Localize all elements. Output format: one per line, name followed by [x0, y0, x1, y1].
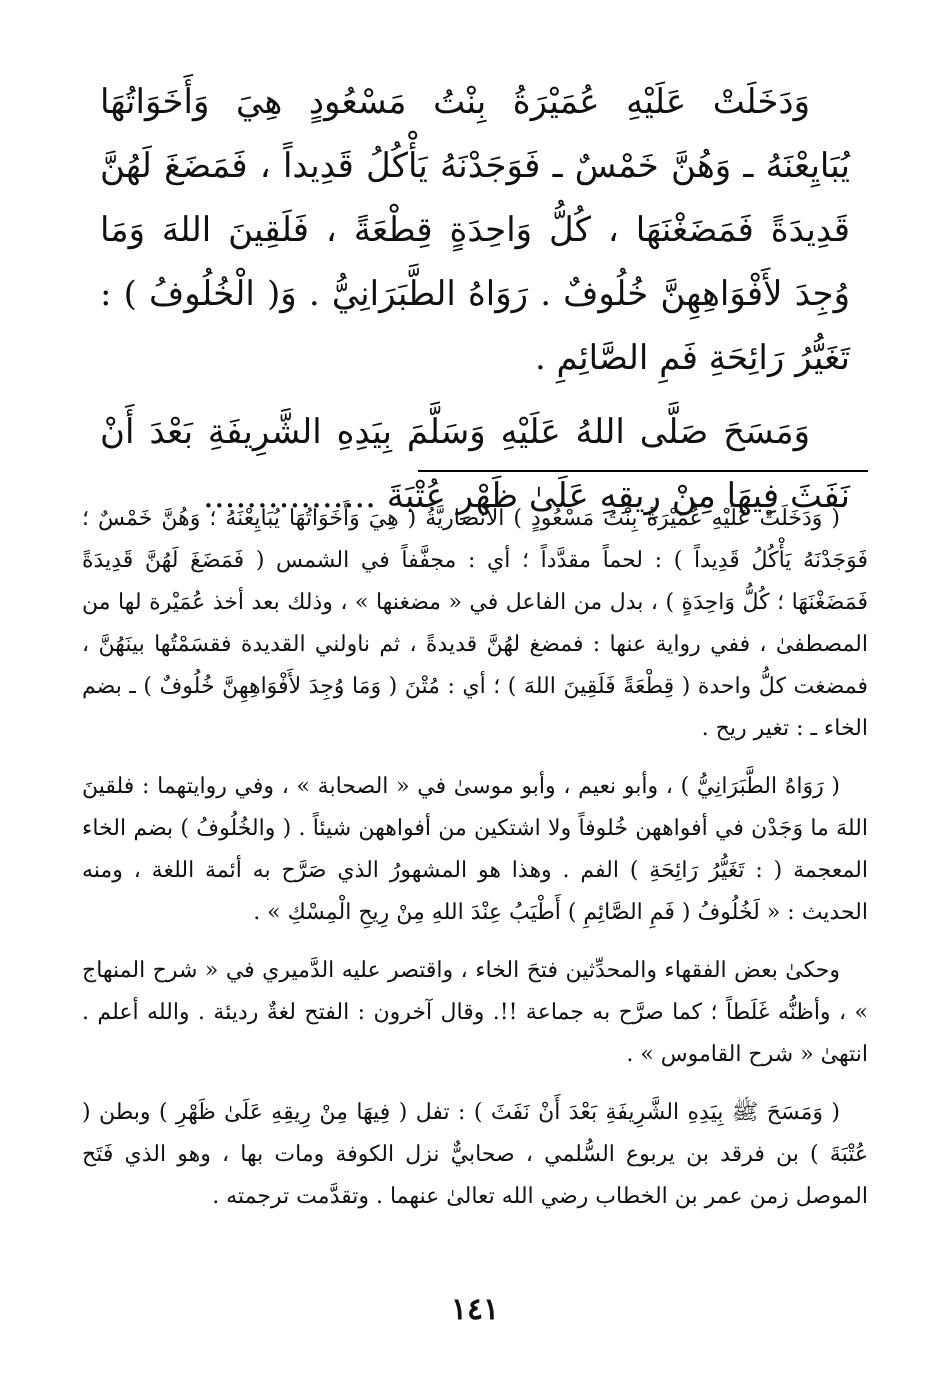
commentary-paragraph: ( وَمَسَحَ ﷺ بِيَدِهِ الشَّرِيفَةِ بَعْدَ أَنْ نَفَثَ ) : تفل ( فِيهَا مِنْ رِيقِهِ عَلَىٰ ظَهْرِ ) وبطن ( عُتْبَةَ ) بن فرقد بن يربوع السُّلمي ، صحابيٌّ نزل الكوفة ومات بها ، وهو الذي فَتَح الموصل زمن عمر بن الخطاب رضي الله تعالىٰ عنهما . وتقدَّمت ترجمته . — [82, 1100, 868, 1209]
page-number: ١٤١ — [450, 1292, 500, 1327]
commentary — [82, 498, 868, 1234]
main-paragraph-text: وَدَخَلَتْ عَلَيْهِ عُمَيْرَةُ بِنْتُ مَسْعُودٍ هِيَ وَأَخَوَاتُهَا يُبَايِعْنَهُ ـ وَهُنَّ خَمْسٌ ـ فَوَجَدْنَهُ يَأْكُلُ قَدِيداً ، فَمَضَغَ لَهُنَّ قَدِيدَةً فَمَضَغْنَهَا ، كُلُّ وَاحِدَةٍ قِطْعَةً ، فَلَقِينَ اللهَ وَمَا وُجِدَ لأَفْوَاهِهِنَّ خُلُوفٌ . رَوَاهُ الطَّبَرَانِيُّ . وَ( الْخُلُوفُ ) : تَغَيُّرُ رَائِحَةِ فَمِ الصَّائِمِ . — [100, 82, 851, 378]
footnote-divider — [418, 470, 868, 472]
main-paragraph — [100, 70, 850, 390]
main-paragraph-text: وَمَسَحَ صَلَّى اللهُ عَلَيْهِ وَسَلَّمَ بِيَدِهِ الشَّرِيفَةِ بَعْدَ أَنْ نَفَثَ فِيهَا مِنْ رِيقِهِ عَلَىٰ ظَهْرِ عُتْبَةَ — [100, 412, 850, 516]
commentary-paragraph: ( رَوَاهُ الطَّبَرَانِيُّ ) ، وأبو نعيم ، وأبو موسىٰ في « الصحابة » ، وفي روايتهما : فلقينَ اللهَ ما وَجَدْن في أفواههن خُلوفاً ولا اشتكين من أفواههن شيئاً . ( والخُلُوفُ ) بضم الخاء المعجمة ( : تَغَيُّرُ رَائِحَةِ ) الفم . وهذا هو المشهورُ الذي صَرَّح به أئمة اللغة ، ومنه الحديث : « لَخُلُوفُ ( فَمِ الصَّائِمِ ) أَطْيَبُ عِنْدَ اللهِ مِنْ رِيحِ الْمِسْكِ » . — [82, 774, 868, 925]
main-text — [100, 70, 850, 538]
commentary-paragraph: وحكىٰ بعض الفقهاء والمحدِّثين فتحَ الخاء ، واقتصر عليه الدَّميري في « شرح المنهاج » ، وأظنُّه غَلَطاً ؛ كما صرَّح به جماعة !!. وقال آخرون : الفتح لغةٌ رديئة . والله أعلم . انتهىٰ « شرح القاموس » . — [82, 958, 868, 1067]
ellipsis-dots: ................ — [203, 476, 376, 516]
commentary-paragraph: ( وَدَخَلَتْ عَلَيْهِ عُمَيْرَةُ بِنْتُ مَسْعُودٍ ) الأنصاريَّةُ ( هِيَ وَأَخَوَاتُهَا يُبَايِعْنَهُ ؛ وَهُنَّ خَمْسٌ ؛ فَوَجَدْنَهُ يَأْكُلُ قَدِيداً ) : لحماً مقدَّداً ؛ أي : مجفَّفاً في الشمس ( فَمَضَغَ لَهُنَّ قَدِيدَةً فَمَضَغْنَهَا ؛ كُلُّ وَاحِدَةٍ ) ، بدل من الفاعل في « مضغنها » ، وذلك بعد أخذ عُمَيْرة لها من المصطفىٰ ، ففي رواية عنها : فمضغ لهُنَّ قديدةً ، ثم ناولني القديدة فقسَمْتُها بينَهُنَّ ، فمضغت كلُّ واحدة ( قِطْعَةً فَلَقِينَ اللهَ ) ؛ أي : مُتْنَ ( وَمَا وُجِدَ لأَفْوَاهِهِنَّ خُلُوفٌ ) ـ بضم الخاء ـ : تغير ريح . — [82, 506, 868, 741]
